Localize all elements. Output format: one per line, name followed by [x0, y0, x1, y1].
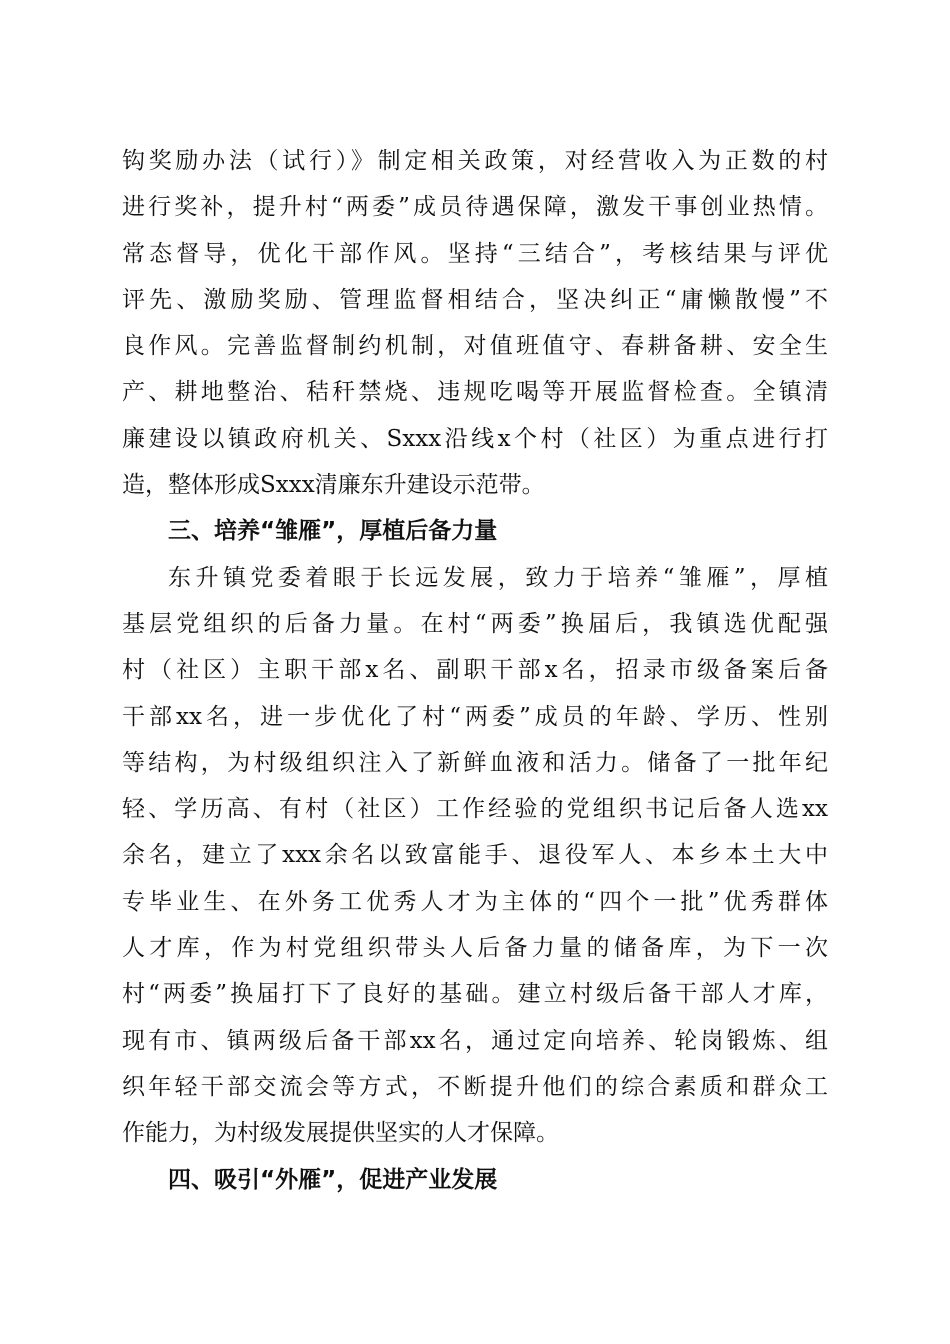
text-line: 东升镇党委着眼于长远发展，致力于培养“雏雁”，厚植 [168, 564, 828, 591]
section-heading: 三、培养“雏雁”，厚植后备力量 [168, 518, 498, 545]
text-line: 进行奖补，提升村“两委”成员待遇保障，激发干事创业热情。 [122, 194, 828, 221]
text-line: 基层党组织的后备力量。在村“两委”换届后，我镇选优配强 [122, 610, 828, 637]
text-line: 评先、激励奖励、管理监督相结合，坚决纠正“庸懒散慢”不 [122, 286, 828, 313]
text-line: 余名，建立了xxx余名以致富能手、退役军人、本乡本土大中 [122, 842, 828, 869]
section-heading: 四、吸引“外雁”，促进产业发展 [168, 1166, 498, 1193]
text-line: 织年轻干部交流会等方式，不断提升他们的综合素质和群众工 [122, 1073, 828, 1100]
text-line: 作能力，为村级发展提供坚实的人才保障。 [122, 1120, 559, 1147]
text-line: 村“两委”换届打下了良好的基础。建立村级后备干部人才库， [122, 981, 828, 1008]
text-line: 人才库，作为村党组织带头人后备力量的储备库，为下一次 [122, 935, 828, 962]
text-line: 产、耕地整治、秸秆禁烧、违规吃喝等开展监督检查。全镇清 [122, 379, 828, 406]
text-line: 等结构，为村级组织注入了新鲜血液和活力。储备了一批年纪 [122, 749, 828, 776]
text-line: 廉建设以镇政府机关、Sxxx沿线x个村（社区）为重点进行打 [122, 425, 828, 452]
text-line: 干部xx名，进一步优化了村“两委”成员的年龄、学历、性别 [122, 703, 828, 730]
text-line: 良作风。完善监督制约机制，对值班值守、春耕备耕、安全生 [122, 333, 828, 360]
text-line: 专毕业生、在外务工优秀人才为主体的“四个一批”优秀群体 [122, 888, 828, 915]
text-line: 造，整体形成Sxxx清廉东升建设示范带。 [122, 472, 545, 499]
text-line: 常态督导，优化干部作风。坚持“三结合”，考核结果与评优 [122, 240, 828, 267]
text-line: 村（社区）主职干部x名、副职干部x名，招录市级备案后备 [122, 657, 828, 684]
text-line: 轻、学历高、有村（社区）工作经验的党组织书记后备人选xx [122, 796, 828, 823]
text-line: 钩奖励办法（试行）》制定相关政策，对经营收入为正数的村 [122, 148, 828, 174]
document-body [122, 138, 828, 1203]
text-line: 现有市、镇两级后备干部xx名，通过定向培养、轮岗锻炼、组 [122, 1027, 828, 1054]
